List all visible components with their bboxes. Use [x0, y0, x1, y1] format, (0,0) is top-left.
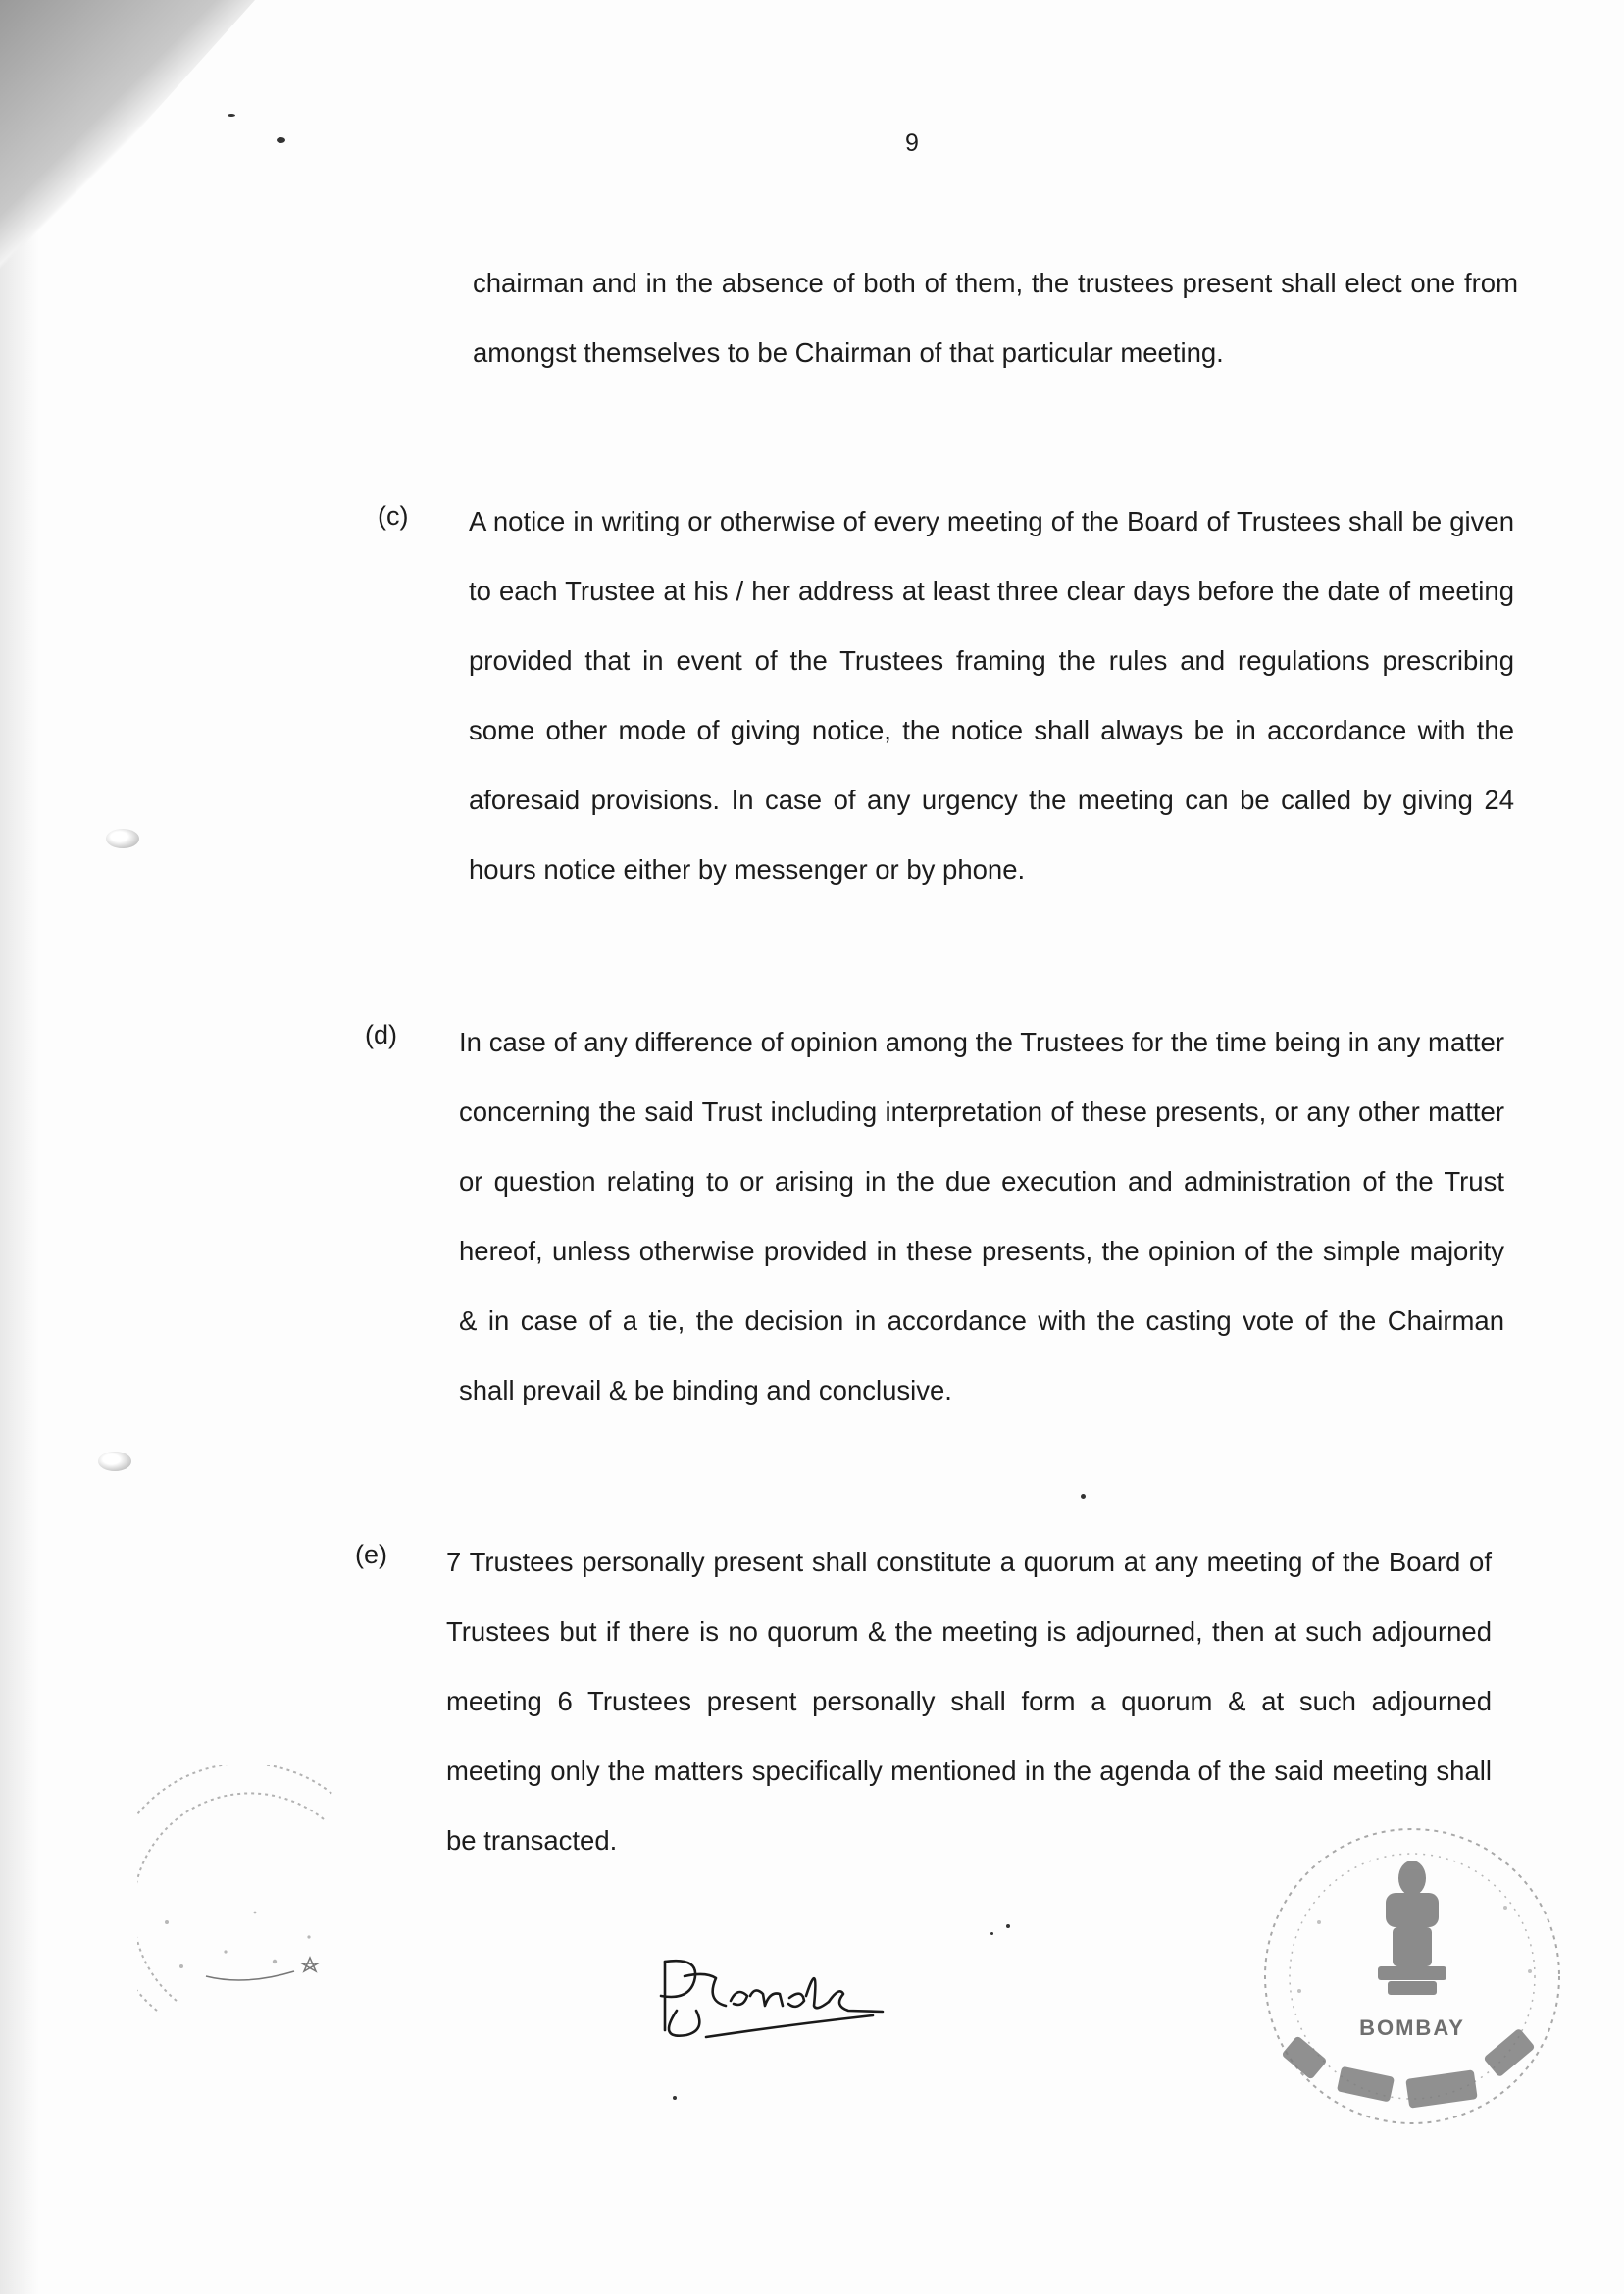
clause-c-text: A notice in writing or otherwise of every meeting of the Board of Trustees shall be given to each Trustee at his / her address at least three clear days before the date of meeting provided that in event of the Trustees framing the rules and regulations prescribing some other mode of giving notice, the notice shall always be in accordance with the aforesaid provisions. In case of any urgency the meeting can be called by giving 24 hours notice either by messenger or by phone.: [469, 506, 1514, 885]
round-stamp-icon: [137, 1765, 373, 2030]
speck: [1006, 1924, 1010, 1928]
signature: [647, 1917, 892, 2065]
page-number: 9: [905, 129, 919, 157]
speck: [228, 114, 235, 117]
clause-e-text: 7 Trustees personally present shall constitute a quorum at any meeting of the Board of Trustees but if there is no quorum & the meeting is adjourned, then at such adjourned meeting 6 Trustees present personally shall form a quorum & at such adjourned meeting only the matters specifically mentioned in the agenda of the said meeting shall be transacted.: [446, 1547, 1492, 1856]
paragraph-continuation: chairman and in the absence of both of them, the trustees present shall elect one from amongst themselves to be Chairman of that particular meeting.: [473, 268, 1518, 368]
speck: [990, 1932, 993, 1935]
speck: [673, 2096, 677, 2100]
speck: [1081, 1494, 1086, 1499]
clause-d-text: In case of any difference of opinion among the Trustees for the time being in any matter concerning the said Trust including interpretation of these presents, or any other matter or question relating to or arising in the due execution and administration of the Trust hereof, unless otherwise provided in these presents, the opinion of the simple majority & in case of a tie, the decision in accordance with the casting vote of the Chairman shall prevail & be binding and conclusive.: [459, 1027, 1504, 1405]
page-edge-shadow: [0, 0, 39, 2294]
folded-corner: [0, 0, 255, 284]
clause-label-e: (e): [355, 1540, 387, 1569]
emblem-seal-icon: [1250, 1814, 1574, 2138]
punch-hole: [106, 829, 139, 848]
clause-label-c: (c): [378, 501, 409, 531]
clause-label-d: (d): [365, 1020, 397, 1049]
speck: [277, 137, 285, 143]
seal-text: BOMBAY: [1359, 2015, 1465, 2040]
punch-hole: [98, 1452, 131, 1471]
